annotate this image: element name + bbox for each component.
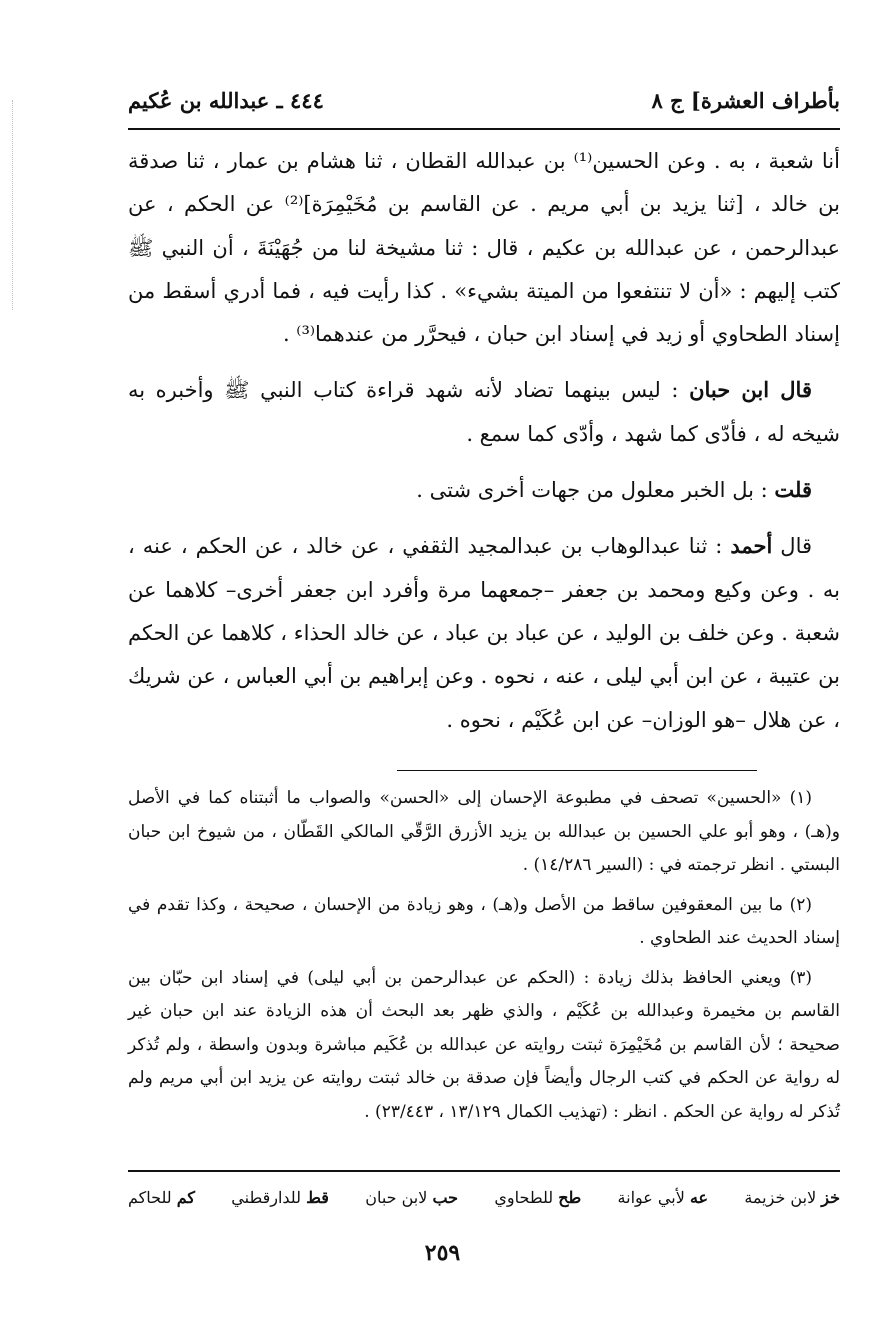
- page-number: ٢٥٩: [424, 1240, 461, 1266]
- main-text: [128, 140, 840, 742]
- footnote-1: (١) «الحسين» تصحف في مطبوعة الإحسان إلى «الحسن» والصواب ما أثبتناه كما في الأصل و(هـ) ، وهو أبو علي الحسين بن عبدالله بن يزيد الأزرق الرَّقّي المالكي القَطّان ، من شيوخ ابن حبان البستي . انظر ترجمته في : (السير ١٤/٢٨٦) .: [128, 788, 840, 875]
- abbreviation-item: عه لأبي عوانة: [617, 1188, 709, 1207]
- paragraph-4: [128, 524, 840, 741]
- paragraph-1: أنا شعبة ، به . وعن الحسين⁽¹⁾ بن عبدالله القطان ، ثنا هشام بن عمار ، ثنا صدقة بن خالد ، [ثنا يزيد بن أبي مريم . عن القاسم بن مُخَيْمِرَة]⁽²⁾ عن الحكم ، عن عبدالرحمن ، عن عبدالله بن عكيم ، قال : ثنا مشيخة لنا من جُهَيْنَةَ ، أن النبي ﷺ كتب إليهم : «أن لا تنتفعوا من الميتة بشيء» . كذا رأيت فيه ، فما أدري أسقط من إسناد الطحاوي أو زيد في إسناد ابن حبان ، فيحرَّر من عندهما⁽³⁾ .: [128, 149, 841, 347]
- paragraph-4-pre: قال: [772, 534, 813, 559]
- page-header: [128, 80, 840, 120]
- paragraph-2: [128, 368, 840, 456]
- abbreviations-key: [128, 1188, 840, 1207]
- abbreviation-item: خز لابن خزيمة: [744, 1188, 840, 1207]
- paragraph-3-text: : بل الخبر معلول من جهات أخرى شتى .: [416, 478, 775, 503]
- entry-title: ٤٤٤ ـ عبدالله بن عُكيم: [128, 87, 324, 113]
- abbreviation-item: طح للطحاوي: [494, 1188, 582, 1207]
- footnote-separator: [397, 770, 757, 771]
- footnotes: [128, 782, 840, 1135]
- paragraph-3: [128, 468, 840, 512]
- header-rule: [128, 128, 840, 130]
- paragraph-2-lead: قال ابن حبان: [689, 377, 812, 403]
- scan-edge-mark: [12, 100, 15, 310]
- paragraph-4-lead: أحمد: [730, 533, 773, 559]
- abbreviations-rule: [128, 1170, 840, 1172]
- abbreviation-item: قط للدارقطني: [231, 1188, 329, 1207]
- footnote-2: (٢) ما بين المعقوفين ساقط من الأصل و(هـ) ، وهو زيادة من الإحسان ، صحيحة ، وكذا تقدم في إسناد الحديث عند الطحاوي .: [128, 894, 840, 948]
- paragraph-2-text: : ليس بينهما تضاد لأنه شهد قراءة كتاب النبي ﷺ وأخبره به شيخه له ، فأدّى كما شهد ، وأدّى كما سمع .: [128, 378, 840, 446]
- abbreviation-item: حب لابن حبان: [365, 1188, 459, 1207]
- paragraph-3-lead: قلت: [774, 477, 812, 503]
- running-head: بأطراف العشرة] ج ٨: [651, 87, 840, 113]
- abbreviation-item: كم للحاكم: [128, 1188, 195, 1207]
- paragraph-4-text: : ثنا عبدالوهاب بن عبدالمجيد الثقفي ، عن خالد ، عن الحكم ، عنه ، به . وعن وكيع ومحمد بن جعفر –جمعهما مرة وأفرد ابن جعفر أخرى– كلاهما عن شعبة . وعن خلف بن الوليد ، عن عباد بن عباد ، عن خالد الحذاء ، كلاهما عن الحكم بن عتيبة ، عن ابن أبي ليلى ، عنه ، نحوه . وعن إبراهيم بن أبي العباس ، عن شريك ، عن هلال –هو الوزان– عن ابن عُكَيْم ، نحوه .: [128, 534, 840, 732]
- footnote-3: (٣) ويعني الحافظ بذلك زيادة : (الحكم عن عبدالرحمن بن أبي ليلى) في إسناد ابن حبّان بين القاسم بن مخيمرة وعبدالله بن عُكَيْم ، والذي ظهر بعد البحث أن هذه الزيادة عند ابن حبان غير صحيحة ؛ لأن القاسم بن مُخَيْمِرَة ثبتت روايته عن عبدالله بن عُكَيم مباشرة وبدون واسطة ، ولم تُذكر له رواية عن الحكم في كتب الرجال وأيضاً فإن صدقة بن خالد ثبتت روايته عن يزيد ابن أبي مريم ولم تُذكر له رواية عن الحكم . انظر : (تهذيب الكمال ١٣/١٢٩ ، ٢٣/٤٤٣) .: [128, 967, 840, 1122]
